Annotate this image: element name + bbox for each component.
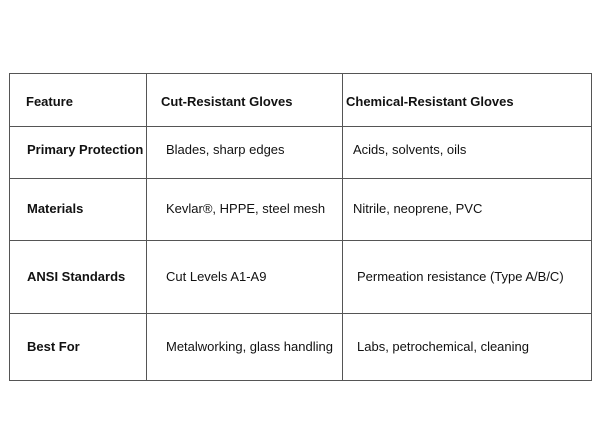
row-label-cell xyxy=(10,240,147,313)
table-cell xyxy=(343,313,592,380)
row-label-ansi-standards: ANSI Standards xyxy=(27,268,126,284)
cell-cut-materials: Kevlar®, HPPE, steel mesh xyxy=(166,201,326,217)
table-row xyxy=(10,179,592,240)
row-label-primary-protection: Primary Protection xyxy=(27,141,144,157)
table-cell xyxy=(147,240,343,313)
row-label-best-for: Best For xyxy=(27,338,80,354)
cell-cut-primary-protection: Blades, sharp edges xyxy=(166,141,285,157)
comparison-table xyxy=(9,73,592,381)
table-cell xyxy=(343,179,592,240)
header-cell-chemical-resistant xyxy=(343,74,592,127)
table-cell xyxy=(147,179,343,240)
cell-chemical-best-for: Labs, petrochemical, cleaning xyxy=(357,338,529,354)
header-cell-feature xyxy=(10,74,147,127)
cell-cut-ansi-standards: Cut Levels A1-A9 xyxy=(166,268,267,284)
cell-chemical-primary-protection: Acids, solvents, oils xyxy=(353,141,467,157)
cell-cut-best-for: Metalworking, glass handling xyxy=(166,338,333,354)
table-cell xyxy=(343,127,592,179)
row-label-cell xyxy=(10,179,147,240)
table-cell xyxy=(343,240,592,313)
table-cell xyxy=(147,127,343,179)
header-cut-resistant-text: Cut-Resistant Gloves xyxy=(161,94,293,110)
row-label-cell xyxy=(10,127,147,179)
table-row xyxy=(10,127,592,179)
table-header-row xyxy=(10,74,592,127)
header-cell-cut-resistant xyxy=(147,74,343,127)
cell-chemical-ansi-standards: Permeation resistance (Type A/B/C) xyxy=(357,268,564,284)
table-cell xyxy=(147,313,343,380)
header-chemical-resistant-text: Chemical-Resistant Gloves xyxy=(346,94,514,110)
table-row xyxy=(10,313,592,380)
cell-chemical-materials: Nitrile, neoprene, PVC xyxy=(353,201,483,217)
row-label-cell xyxy=(10,313,147,380)
row-label-materials: Materials xyxy=(27,201,84,217)
table-row xyxy=(10,240,592,313)
header-feature-text: Feature xyxy=(26,94,73,110)
